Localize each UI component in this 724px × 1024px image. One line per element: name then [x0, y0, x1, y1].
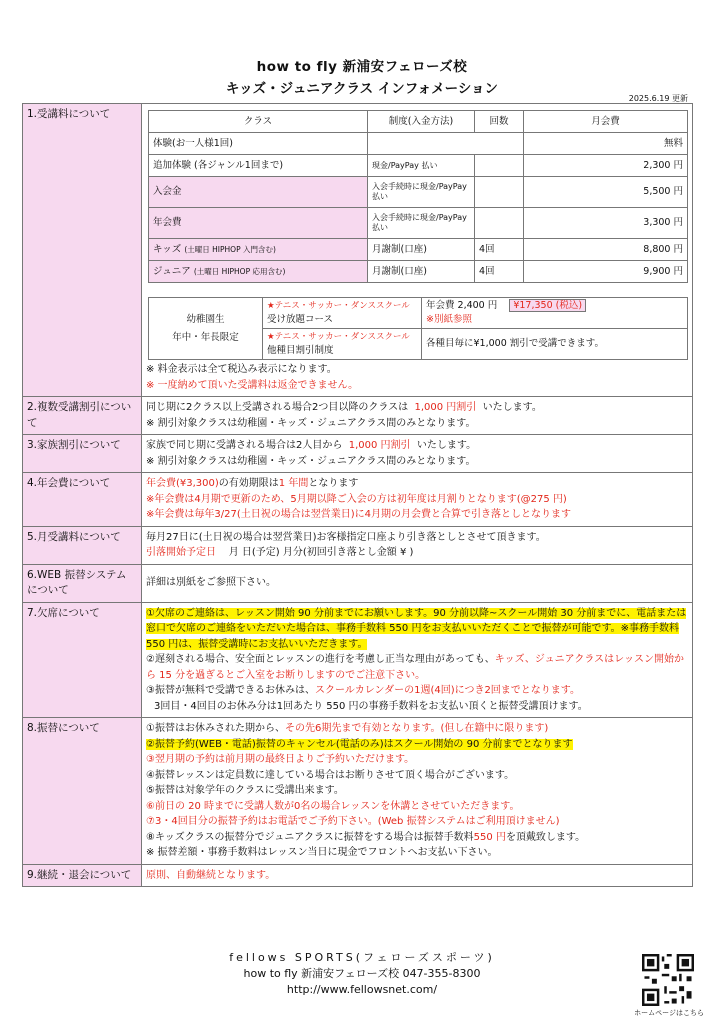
section-tuition — [23, 104, 693, 397]
column-header: 月会費 — [524, 111, 688, 133]
page-title-line2: キッズ・ジュニアクラス インフォメーション — [225, 81, 499, 97]
section-transfer — [23, 718, 693, 865]
count-cell: 4回 — [475, 239, 524, 261]
transfer-item-highlight: その先6期先まで有効となります。(但し在籍中に限ります) — [284, 723, 549, 734]
target-label: 幼稚園生 — [186, 313, 225, 325]
column-header: クラス — [149, 111, 368, 133]
transfer-item: ⑧キッズクラスの振替分でジュニアクラスに振替をする場合は振替手数料 — [146, 831, 474, 843]
course-price: ¥17,350 (税込) — [509, 299, 586, 312]
footer-url[interactable]: http://www.fellowsnet.com/ — [286, 983, 438, 996]
absence-item: 3回目・4回目のお休み分は1回あたり 550 円の事務手数料をお支払い頂くと振替受講頂けます。 — [154, 700, 588, 712]
class-cell: 入会金 — [149, 177, 368, 208]
absence-item-highlight: キッズ、ジュニアクラスはレッスン開始から 15 分を過ぎるとご入室をお断りしますのでご注意下さい。 — [146, 654, 684, 681]
course-desc: 各種目毎に¥1,000 割引で受講できます。 — [422, 329, 688, 360]
section-content: 詳細は別紙をご参照下さい。 — [142, 564, 693, 602]
section-family-discount — [23, 435, 693, 473]
table-row — [149, 177, 688, 208]
course-fee-cell — [422, 298, 688, 329]
course-note: ※別紙参照 — [426, 314, 472, 325]
section-label: 8.振替について — [23, 718, 142, 865]
system-cell: 月謝制(口座) — [368, 261, 475, 283]
kids-course-table — [148, 297, 688, 360]
section-content — [142, 473, 693, 527]
fee-cell: 2,300 円 — [524, 155, 688, 177]
section-web-transfer — [23, 564, 693, 602]
section-content — [142, 397, 693, 435]
absence-item: ②遅刻される場合、安全面とレッスンの進行を考慮し正当な理由があっても、 — [146, 654, 495, 665]
qr-caption: ホームページはこちら — [634, 1009, 704, 1017]
column-header: 制度(入金方法) — [368, 111, 475, 133]
section-label: 9.継続・退会について — [23, 864, 142, 887]
section-annual-fee — [23, 473, 693, 527]
transfer-item: ①振替はお休みされた期から、 — [146, 723, 285, 734]
absence-item: ①欠席のご連絡は、レッスン開始 90 分前までにお願いします。90 分前以降~スクール開始 30 分前までに、電話または窓口で欠席のご連絡をいただいた場合は、事務手数料 550 円をお支払いいただくことで振替が可能です。※事務手数料 550 円は、振替受講時にお支払いいただきます。 — [146, 607, 687, 650]
section-label: 4.年会費について — [23, 473, 142, 527]
text: いたします。 — [482, 402, 542, 413]
section-absence — [23, 602, 693, 718]
absence-item-highlight: スクールカレンダーの1週(4回)につき2回までとなります。 — [314, 685, 581, 696]
fee-cell: 無料 — [524, 133, 688, 155]
fee-cell: 9,900 円 — [524, 261, 688, 283]
transfer-item: ⑤振替は対象学年のクラスに受講出来ます。 — [146, 785, 344, 796]
section-label: 7.欠席について — [23, 602, 142, 718]
start-date-label: 引落開始予定日 — [146, 547, 216, 558]
class-note: (土曜日 HIPHOP 入門含む) — [184, 244, 276, 254]
section-content — [142, 718, 693, 865]
fee-cell: 3,300 円 — [524, 208, 688, 239]
target-cell — [149, 298, 263, 360]
section-monthly-fee — [23, 526, 693, 564]
section-label: 1.受講料について — [23, 104, 142, 397]
class-note: (土曜日 HIPHOP 応用含む) — [193, 266, 286, 276]
course-name: ★テニス・サッカー・ダンススクール — [267, 301, 410, 311]
section-label: 2.複数受講割引について — [23, 397, 142, 435]
note: ※ 割引対象クラスは幼稚園・キッズ・ジュニアクラス間のみとなります。 — [146, 417, 476, 429]
course-fee: 年会費 2,400 円 — [426, 300, 498, 311]
text: いたします。 — [416, 440, 477, 451]
text: 家族で同じ期に受講される場合は2人目から — [146, 440, 343, 451]
text: の有効期限は — [218, 478, 279, 489]
table-row — [149, 208, 688, 239]
validity: 1 年間 — [278, 478, 309, 489]
section-content: 原則、自動継続となります。 — [142, 864, 693, 887]
class-name: キッズ — [153, 243, 182, 255]
course-sub: 他種目割引制度 — [267, 345, 334, 356]
course-name: ★テニス・サッカー・ダンススクール — [267, 332, 410, 342]
text: となります — [308, 478, 359, 489]
note: ※年会費は毎年3/27(土日祝の場合は翌営業日)に4月期の月会費と合算で引き落としとなります — [146, 509, 571, 520]
updated-date: 2025.6.19 更新 — [628, 94, 688, 103]
transfer-item: ④振替レッスンは定員数に達している場合はお断りさせて頂く場合がございます。 — [146, 769, 515, 781]
section-label: 3.家族割引について — [23, 435, 142, 473]
fee-cell: 8,800 円 — [524, 239, 688, 261]
table-header — [149, 111, 688, 133]
info-table — [22, 103, 693, 887]
transfer-fee: 550 円 — [473, 831, 506, 843]
annual-fee: 年会費(¥3,300) — [146, 478, 219, 489]
text: 毎月27日に(土日祝の場合は翌営業日)お客様指定口座より引き落としとさせて頂きます。 — [146, 531, 546, 543]
transfer-item: を頂戴致します。 — [505, 831, 586, 843]
note: ※ 割引対象クラスは幼稚園・キッズ・ジュニアクラス間のみとなります。 — [146, 455, 476, 467]
footer-company: fellows SPORTS(フェローズスポーツ) — [229, 951, 495, 964]
section-content — [142, 602, 693, 718]
table-row — [149, 261, 688, 283]
footer — [0, 950, 724, 998]
course-cell — [263, 329, 422, 360]
section-multi-discount — [23, 397, 693, 435]
class-cell: 体験(お一人様1回) — [149, 133, 368, 155]
section-label: 6.WEB 振替システムについて — [23, 564, 142, 602]
section-withdraw — [23, 864, 693, 887]
qr-code-icon[interactable] — [642, 954, 694, 1006]
table-row — [149, 239, 688, 261]
note: ※年会費は4月期で更新のため、5月期以降ご入会の方は初年度は月割りとなります(@275 円) — [146, 493, 567, 505]
fee-cell: 5,500 円 — [524, 177, 688, 208]
system-cell: 現金/PayPay 払い — [368, 155, 475, 177]
system-cell: 入会手続時に現金/PayPay 払い — [368, 208, 475, 239]
text: 同じ期に2クラス以上受講される場合2つ目以降のクラスは — [146, 402, 409, 413]
table-row — [149, 155, 688, 177]
class-cell — [149, 261, 368, 283]
absence-item: ③振替が無料で受講できるお休みは、 — [146, 685, 315, 696]
system-cell: 入会手続時に現金/PayPay 払い — [368, 177, 475, 208]
page-title-line1: how to fly 新浦安フェローズ校 — [256, 59, 468, 75]
note: ※ 一度納めて頂いた受講料は返金できません。 — [146, 379, 359, 391]
section-content — [142, 104, 693, 397]
class-cell: 年会費 — [149, 208, 368, 239]
transfer-item: ②振替予約(WEB・電話)振替のキャンセル(電話のみ)はスクール開始の 90 分前までとなります — [146, 738, 573, 750]
discount-amount: 1,000 円割引 — [348, 440, 411, 451]
transfer-item: ③翌月期の予約は前月期の最終日よりご予約いただけます。 — [146, 754, 415, 765]
footer-contact: how to fly 新浦安フェローズ校 047-355-8300 — [243, 967, 481, 980]
transfer-item: ⑦3・4回目分の振替予約はお電話でご予約下さい。(Web 振替システムはご利用頂けません) — [146, 816, 560, 827]
system-cell: 月謝制(口座) — [368, 239, 475, 261]
course-cell — [263, 298, 422, 329]
note: ※ 料金表示は全て税込み表示になります。 — [146, 364, 337, 375]
section-content — [142, 435, 693, 473]
class-cell — [149, 239, 368, 261]
discount-amount: 1,000 円割引 — [414, 402, 477, 413]
class-cell: 追加体験 (各ジャンル1回まで) — [149, 155, 368, 177]
class-name: ジュニア — [153, 265, 191, 277]
note: ※ 振替差額・事務手数料はレッスン当日に現金でフロントへお支払い下さい。 — [146, 847, 498, 858]
table-row — [149, 133, 688, 155]
count-cell: 4回 — [475, 261, 524, 283]
section-label: 5.月受講料について — [23, 526, 142, 564]
section-content — [142, 526, 693, 564]
transfer-item: ⑥前日の 20 時までに受講人数が0名の場合レッスンを休講とさせていただきます。 — [146, 800, 520, 812]
column-header: 回数 — [475, 111, 524, 133]
tuition-table — [148, 110, 688, 283]
target-label: 年中・年長限定 — [172, 331, 239, 343]
table-row — [149, 298, 688, 329]
course-sub: 受け放題コース — [267, 314, 334, 325]
start-date-fill: 月 日(予定) 月分(初回引き落とし金額 ¥ ) — [228, 547, 414, 558]
